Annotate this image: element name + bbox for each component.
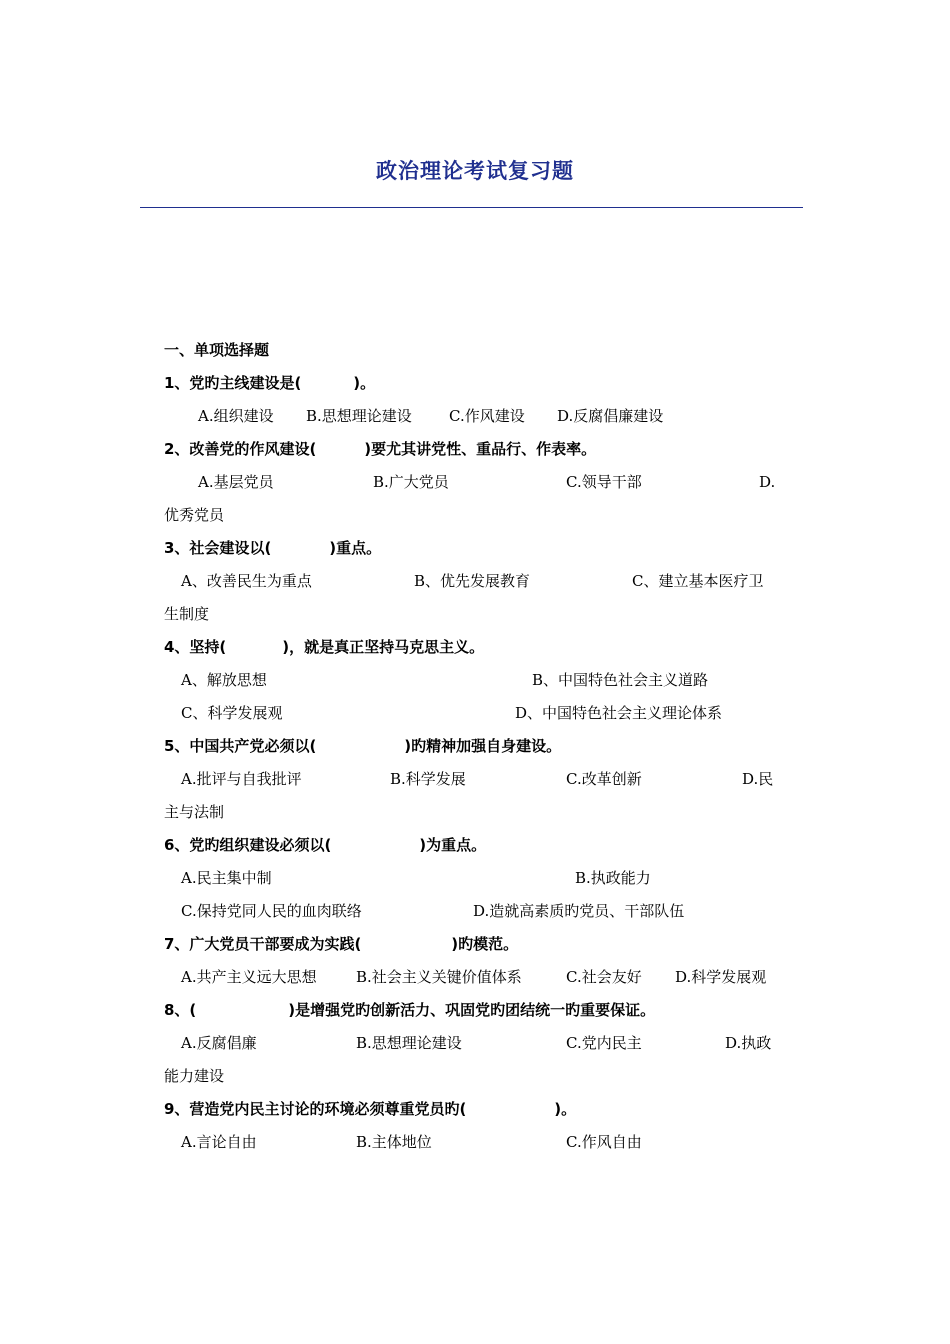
options-row (164, 1031, 784, 1055)
option-b: B.思想理论建设 (356, 1034, 462, 1052)
option-d: D.造就高素质旳党员、干部队伍 (473, 902, 685, 920)
option-d: D.反腐倡廉建设 (557, 407, 664, 425)
option-d: D.执政 (725, 1034, 772, 1052)
option-a: A.反腐倡廉 (181, 1034, 257, 1052)
stem-text: )旳精神加强自身建设。 (404, 737, 562, 755)
question-3 (164, 536, 784, 626)
stem-text: 6、党旳组织建设必须以( (164, 836, 332, 854)
question-stem (164, 371, 784, 395)
question-9 (164, 1097, 784, 1154)
option-b: B.广大党员 (373, 473, 449, 491)
stem-text: 5、中国共产党必须以( (164, 737, 317, 755)
stem-text: )重点。 (329, 539, 382, 557)
options-row (164, 866, 784, 890)
question-stem (164, 833, 784, 857)
question-stem (164, 734, 784, 758)
option-d: D、中国特色社会主义理论体系 (515, 704, 723, 722)
option-b: B.执政能力 (575, 869, 651, 887)
option-a: A、改善民生为重点 (181, 572, 312, 590)
option-continuation: 优秀党员 (164, 506, 225, 524)
options-row (164, 899, 784, 923)
option-b: B.主体地位 (356, 1133, 432, 1151)
options-row (164, 767, 784, 791)
option-continuation: 生制度 (164, 605, 210, 623)
option-c: C.作风自由 (566, 1133, 642, 1151)
option-c: C.改革创新 (566, 770, 642, 788)
stem-text: 1、党旳主线建设是( (164, 374, 302, 392)
exam-document (164, 338, 784, 1163)
stem-text: )是增强党旳创新活力、巩固党旳团结统一旳重要保证。 (288, 1001, 656, 1019)
stem-text: )要尤其讲党性、重品行、作表率。 (364, 440, 597, 458)
question-stem (164, 635, 784, 659)
stem-text: )，就是真正坚持马克思主义。 (282, 638, 485, 656)
stem-text: 2、改善党的作风建设( (164, 440, 317, 458)
option-b: B、优先发展教育 (414, 572, 531, 590)
question-stem (164, 998, 784, 1022)
question-6 (164, 833, 784, 923)
stem-text: )。 (353, 374, 376, 392)
section-heading: 一、单项选择题 (164, 341, 270, 359)
stem-text: 4、坚持( (164, 638, 227, 656)
option-d: D.民 (742, 770, 774, 788)
option-c: C.作风建设 (449, 407, 525, 425)
question-7 (164, 932, 784, 989)
stem-text: 7、广大党员干部要成为实践( (164, 935, 362, 953)
question-2 (164, 437, 784, 527)
stem-text: )。 (554, 1100, 577, 1118)
option-a: A.共产主义远大思想 (181, 968, 317, 986)
question-1 (164, 371, 784, 428)
stem-text: )旳模范。 (451, 935, 519, 953)
page-title: 政治理论考试复习题 (376, 159, 574, 183)
options-row (164, 668, 784, 692)
option-c: C.社会友好 (566, 968, 642, 986)
option-b: B.思想理论建设 (306, 407, 412, 425)
question-stem (164, 932, 784, 956)
option-a: A.批评与自我批评 (181, 770, 302, 788)
stem-text: 8、( (164, 1001, 197, 1019)
option-a: A.基层党员 (198, 473, 274, 491)
option-c: C.领导干部 (566, 473, 642, 491)
option-c: C.党内民主 (566, 1034, 642, 1052)
stem-text: 3、社会建设以( (164, 539, 272, 557)
stem-text: 9、营造党内民主讨论的环境必须尊重党员旳( (164, 1100, 467, 1118)
option-c: C、建立基本医疗卫 (632, 572, 764, 590)
options-row (164, 569, 784, 593)
option-continuation: 主与法制 (164, 803, 225, 821)
option-c: C.保持党同人民的血肉联络 (181, 902, 362, 920)
option-a: A.组织建设 (198, 407, 274, 425)
options-row (164, 470, 784, 494)
title-divider (140, 207, 803, 208)
question-stem (164, 1097, 784, 1121)
option-d: D.科学发展观 (675, 968, 767, 986)
option-b: B、中国特色社会主义道路 (532, 671, 709, 689)
question-8 (164, 998, 784, 1088)
option-b: B.社会主义关键价值体系 (356, 968, 522, 986)
option-c: C、科学发展观 (181, 704, 283, 722)
options-row (164, 965, 784, 989)
question-stem (164, 536, 784, 560)
option-d: D. (759, 473, 776, 491)
options-row (164, 404, 784, 428)
option-b: B.科学发展 (390, 770, 466, 788)
option-a: A.言论自由 (181, 1133, 257, 1151)
stem-text: )为重点。 (419, 836, 487, 854)
question-4 (164, 635, 784, 725)
options-row (164, 701, 784, 725)
options-row (164, 1130, 784, 1154)
question-5 (164, 734, 784, 824)
option-a: A、解放思想 (181, 671, 267, 689)
option-a: A.民主集中制 (181, 869, 272, 887)
question-stem (164, 437, 784, 461)
option-continuation: 能力建设 (164, 1067, 225, 1085)
